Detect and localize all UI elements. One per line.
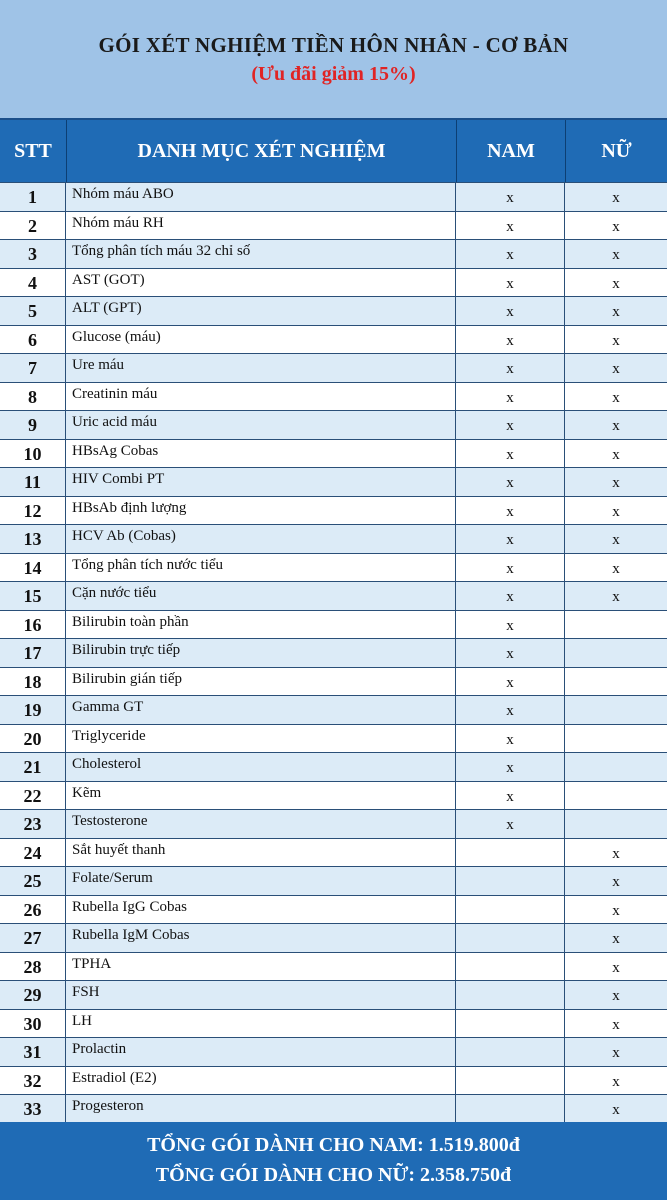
row-number: 12	[0, 497, 66, 525]
female-mark: x	[612, 475, 620, 491]
test-name: Cholesterol	[66, 753, 456, 781]
test-name: Tổng phân tích nước tiểu	[66, 554, 456, 582]
test-name: Nhóm máu ABO	[66, 183, 456, 211]
female-mark: x	[612, 332, 620, 349]
header-stt: STT	[14, 140, 52, 162]
row-number: 22	[0, 782, 66, 810]
test-table-body	[0, 182, 667, 1123]
table-row	[0, 182, 667, 211]
row-number: 28	[0, 953, 66, 981]
test-name: Creatinin máu	[66, 383, 456, 411]
male-mark: x	[456, 639, 565, 667]
row-number: 20	[0, 725, 66, 753]
male-mark: x	[456, 725, 565, 753]
discount-subtitle: (Ưu đãi giảm 15%)	[251, 63, 416, 85]
female-mark: x	[612, 532, 620, 548]
row-number: 21	[0, 753, 66, 781]
table-row	[0, 752, 667, 781]
female-mark: x	[612, 874, 620, 890]
price-summary	[0, 1122, 667, 1200]
table-row	[0, 952, 667, 981]
row-number: 13	[0, 525, 66, 553]
table-row	[0, 410, 667, 439]
male-mark	[456, 953, 565, 981]
row-number: 10	[0, 440, 66, 468]
male-mark	[456, 867, 565, 895]
female-mark: x	[612, 560, 620, 577]
row-number: 31	[0, 1038, 66, 1066]
test-name: Bilirubin toàn phần	[66, 611, 456, 639]
table-row	[0, 353, 667, 382]
table-row	[0, 581, 667, 610]
female-mark	[565, 611, 667, 639]
male-mark: x	[456, 468, 565, 496]
test-name: Nhóm máu RH	[66, 212, 456, 240]
table-row	[0, 610, 667, 639]
header-male: NAM	[456, 120, 565, 182]
female-mark: x	[612, 1102, 620, 1118]
female-mark	[565, 782, 667, 810]
male-mark: x	[456, 782, 565, 810]
female-mark: x	[612, 304, 620, 320]
male-mark: x	[456, 183, 565, 211]
row-number: 24	[0, 839, 66, 867]
table-row	[0, 838, 667, 867]
package-title: GÓI XÉT NGHIỆM TIỀN HÔN NHÂN - CƠ BẢN	[98, 33, 569, 57]
test-name: Bilirubin trực tiếp	[66, 639, 456, 667]
table-row	[0, 496, 667, 525]
row-number: 1	[0, 183, 66, 211]
title-banner	[0, 0, 667, 120]
row-number: 23	[0, 810, 66, 838]
male-mark	[456, 896, 565, 924]
test-name: Cặn nước tiểu	[66, 582, 456, 610]
female-mark: x	[612, 931, 620, 947]
female-mark: x	[612, 902, 620, 919]
male-mark: x	[456, 269, 565, 297]
female-mark	[565, 639, 667, 667]
male-mark: x	[456, 753, 565, 781]
row-number: 25	[0, 867, 66, 895]
female-mark: x	[612, 845, 620, 862]
female-mark: x	[612, 1073, 620, 1090]
test-name: Tổng phân tích máu 32 chỉ số	[66, 240, 456, 268]
male-mark: x	[456, 525, 565, 553]
male-mark: x	[456, 383, 565, 411]
female-mark: x	[612, 1016, 620, 1033]
male-mark: x	[456, 354, 565, 382]
test-name: Gamma GT	[66, 696, 456, 724]
table-row	[0, 524, 667, 553]
male-mark: x	[456, 297, 565, 325]
row-number: 3	[0, 240, 66, 268]
test-name: ALT (GPT)	[66, 297, 456, 325]
male-mark	[456, 1095, 565, 1123]
table-row	[0, 1009, 667, 1038]
table-row	[0, 382, 667, 411]
row-number: 33	[0, 1095, 66, 1123]
table-row	[0, 809, 667, 838]
female-mark	[565, 725, 667, 753]
female-mark: x	[612, 247, 620, 263]
female-mark: x	[612, 959, 620, 976]
table-row	[0, 866, 667, 895]
male-mark: x	[456, 554, 565, 582]
female-mark: x	[612, 190, 620, 206]
test-name: HCV Ab (Cobas)	[66, 525, 456, 553]
row-number: 30	[0, 1010, 66, 1038]
row-number: 26	[0, 896, 66, 924]
row-number: 32	[0, 1067, 66, 1095]
row-number: 15	[0, 582, 66, 610]
table-row	[0, 553, 667, 582]
test-name: Rubella IgG Cobas	[66, 896, 456, 924]
female-mark: x	[612, 361, 620, 377]
female-mark	[565, 668, 667, 696]
test-name: HIV Combi PT	[66, 468, 456, 496]
male-mark: x	[456, 326, 565, 354]
male-mark: x	[456, 440, 565, 468]
row-number: 4	[0, 269, 66, 297]
male-mark	[456, 1038, 565, 1066]
test-name: HBsAg Cobas	[66, 440, 456, 468]
test-name: Folate/Serum	[66, 867, 456, 895]
test-name: TPHA	[66, 953, 456, 981]
male-mark	[456, 1067, 565, 1095]
row-number: 5	[0, 297, 66, 325]
header-female: NỮ	[565, 120, 667, 182]
table-row	[0, 1094, 667, 1123]
male-mark	[456, 1010, 565, 1038]
test-name: Testosterone	[66, 810, 456, 838]
female-mark: x	[612, 389, 620, 406]
male-mark: x	[456, 212, 565, 240]
female-mark: x	[612, 218, 620, 235]
row-number: 27	[0, 924, 66, 952]
test-name: Kẽm	[66, 782, 456, 810]
test-name: LH	[66, 1010, 456, 1038]
table-row	[0, 211, 667, 240]
row-number: 14	[0, 554, 66, 582]
row-number: 2	[0, 212, 66, 240]
table-row	[0, 467, 667, 496]
table-row	[0, 980, 667, 1009]
row-number: 9	[0, 411, 66, 439]
female-mark: x	[612, 275, 620, 292]
female-mark	[565, 810, 667, 838]
female-mark: x	[612, 503, 620, 520]
male-mark	[456, 981, 565, 1009]
female-mark: x	[612, 589, 620, 605]
row-number: 17	[0, 639, 66, 667]
table-row	[0, 268, 667, 297]
table-row	[0, 724, 667, 753]
table-row	[0, 1066, 667, 1095]
test-name: Estradiol (E2)	[66, 1067, 456, 1095]
female-mark	[565, 696, 667, 724]
table-row	[0, 923, 667, 952]
test-name: FSH	[66, 981, 456, 1009]
male-mark: x	[456, 582, 565, 610]
test-name: Triglyceride	[66, 725, 456, 753]
male-mark: x	[456, 696, 565, 724]
female-mark	[565, 753, 667, 781]
female-mark: x	[612, 418, 620, 434]
table-row	[0, 667, 667, 696]
test-name: Bilirubin gián tiếp	[66, 668, 456, 696]
male-total: TỔNG GÓI DÀNH CHO NAM: 1.519.800đ	[147, 1134, 520, 1156]
table-row	[0, 638, 667, 667]
test-name: AST (GOT)	[66, 269, 456, 297]
row-number: 11	[0, 468, 66, 496]
male-mark: x	[456, 497, 565, 525]
table-row	[0, 895, 667, 924]
table-row	[0, 1037, 667, 1066]
row-number: 29	[0, 981, 66, 1009]
test-name: HBsAb định lượng	[66, 497, 456, 525]
table-row	[0, 239, 667, 268]
row-number: 7	[0, 354, 66, 382]
test-name: Rubella IgM Cobas	[66, 924, 456, 952]
male-mark: x	[456, 240, 565, 268]
table-row	[0, 439, 667, 468]
male-mark	[456, 924, 565, 952]
female-total: TỔNG GÓI DÀNH CHO NỮ: 2.358.750đ	[155, 1164, 512, 1186]
female-mark: x	[612, 446, 620, 463]
test-name: Uric acid máu	[66, 411, 456, 439]
male-mark: x	[456, 411, 565, 439]
test-name: Sắt huyết thanh	[66, 839, 456, 867]
row-number: 18	[0, 668, 66, 696]
row-number: 6	[0, 326, 66, 354]
female-mark: x	[612, 988, 620, 1004]
header-test-name: DANH MỤC XÉT NGHIỆM	[66, 120, 456, 182]
female-mark: x	[612, 1045, 620, 1061]
male-mark: x	[456, 611, 565, 639]
test-name: Progesteron	[66, 1095, 456, 1123]
test-name: Prolactin	[66, 1038, 456, 1066]
male-mark: x	[456, 810, 565, 838]
row-number: 19	[0, 696, 66, 724]
table-row	[0, 325, 667, 354]
male-mark: x	[456, 668, 565, 696]
table-row	[0, 781, 667, 810]
row-number: 16	[0, 611, 66, 639]
row-number: 8	[0, 383, 66, 411]
table-row	[0, 296, 667, 325]
test-name: Ure máu	[66, 354, 456, 382]
male-mark	[456, 839, 565, 867]
table-header	[0, 120, 667, 182]
table-row	[0, 695, 667, 724]
test-name: Glucose (máu)	[66, 326, 456, 354]
